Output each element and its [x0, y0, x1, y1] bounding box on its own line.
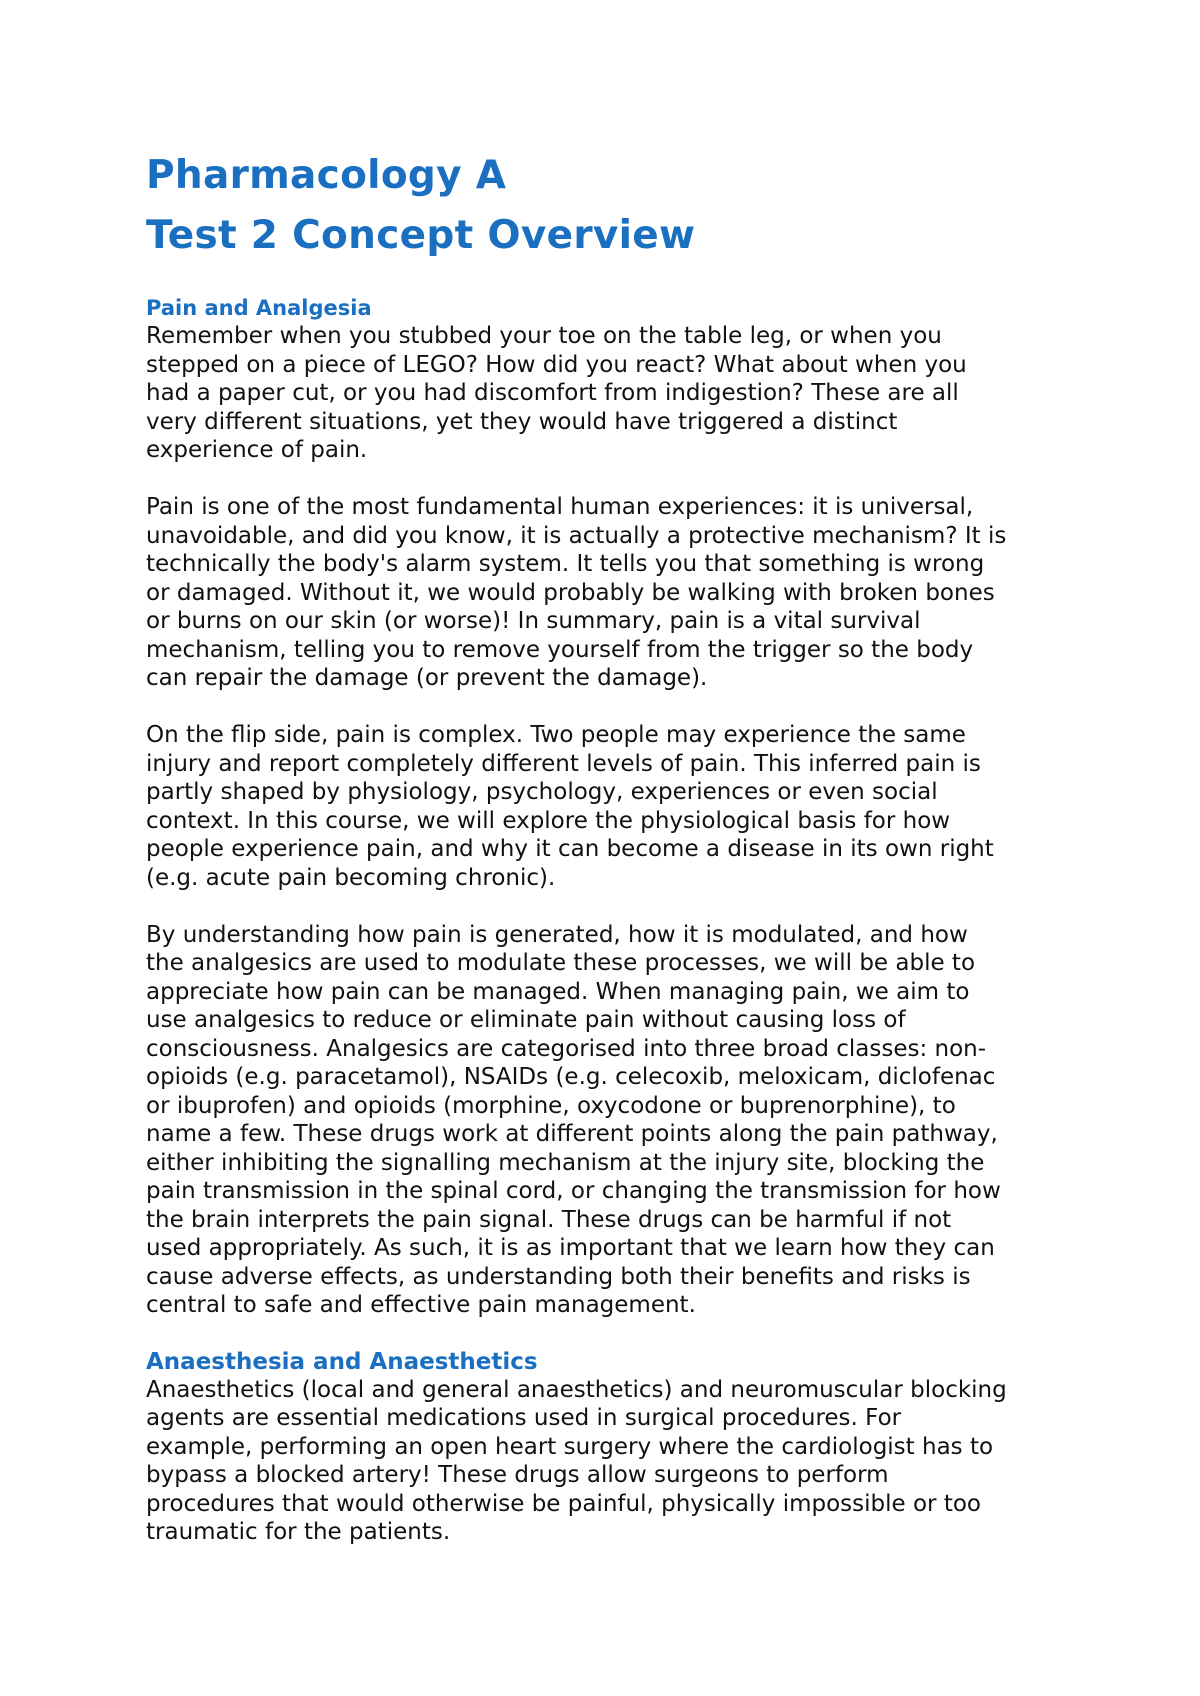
- text-line: appreciate how pain can be managed. When managing pain, we aim to: [146, 978, 970, 1005]
- text-line: technically the body's alarm system. It tells you that something is wrong: [146, 551, 985, 577]
- text-line: or ibuprofen) and opioids (morphine, oxycodone or buprenorphine), to: [146, 1092, 956, 1119]
- text-line: (e.g. acute pain becoming chronic).: [146, 864, 556, 891]
- text-line: On the flip side, pain is complex. Two people may experience the same: [146, 722, 966, 748]
- paragraph: [146, 322, 1076, 465]
- text-line: context. In this course, we will explore the physiological basis for how: [146, 807, 951, 834]
- paragraph: [146, 1376, 1076, 1547]
- section-heading-anaesthesia-and-anaesthetics: Anaesthesia and Anaesthetics: [146, 1348, 538, 1375]
- text-line: the analgesics are used to modulate these processes, we will be able to: [146, 950, 976, 976]
- section-heading-pain-and-analgesia: Pain and Analgesia: [146, 296, 372, 320]
- text-line: either inhibiting the signalling mechanism at the injury site, blocking the: [146, 1149, 985, 1176]
- text-line: By understanding how pain is generated, how it is modulated, and how: [146, 921, 968, 948]
- text-line: Anaesthetics (local and general anaesthetics) and neuromuscular blocking: [146, 1376, 1007, 1403]
- text-line: can repair the damage (or prevent the damage).: [146, 665, 708, 691]
- text-line: or damaged. Without it, we would probably be walking with broken bones: [146, 579, 995, 606]
- text-line: Remember when you stubbed your toe on the table leg, or when you: [146, 323, 942, 349]
- text-line: had a paper cut, or you had discomfort from indigestion? These are all: [146, 380, 959, 406]
- text-line: people experience pain, and why it can become a disease in its own right: [146, 836, 994, 862]
- text-line: central to safe and effective pain management.: [146, 1292, 696, 1318]
- text-line: pain transmission in the spinal cord, or changing the transmission for how: [146, 1178, 1001, 1204]
- document-content: [146, 146, 1076, 1547]
- text-line: partly shaped by physiology, psychology, experiences or even social: [146, 779, 938, 805]
- text-line: used appropriately. As such, it is as important that we learn how they can: [146, 1235, 995, 1261]
- text-line: procedures that would otherwise be painful, physically impossible or too: [146, 1490, 981, 1517]
- text-line: unavoidable, and did you know, it is actually a protective mechanism? It is: [146, 522, 1007, 549]
- text-line: name a few. These drugs work at different points along the pain pathway,: [146, 1121, 998, 1147]
- text-line: very different situations, yet they would have triggered a distinct: [146, 408, 898, 435]
- paragraph: [146, 921, 1076, 1320]
- text-line: the brain interprets the pain signal. These drugs can be harmful if not: [146, 1206, 952, 1233]
- text-line: use analgesics to reduce or eliminate pain without causing loss of: [146, 1007, 906, 1033]
- text-line: opioids (e.g. paracetamol), NSAIDs (e.g. celecoxib, meloxicam, diclofenac: [146, 1064, 996, 1090]
- text-line: mechanism, telling you to remove yourself from the trigger so the body: [146, 636, 974, 663]
- text-line: experience of pain.: [146, 437, 368, 463]
- text-line: cause adverse effects, as understanding both their benefits and risks is: [146, 1263, 971, 1290]
- text-line: traumatic for the patients.: [146, 1519, 451, 1545]
- text-line: Pain is one of the most fundamental human experiences: it is universal,: [146, 494, 974, 520]
- document-title: [146, 146, 1076, 266]
- text-line: injury and report completely different levels of pain. This inferred pain is: [146, 750, 981, 777]
- text-line: example, performing an open heart surgery where the cardiologist has to: [146, 1433, 994, 1460]
- title-line: Pharmacology A: [146, 153, 507, 198]
- text-line: stepped on a piece of LEGO? How did you react? What about when you: [146, 351, 967, 378]
- text-line: consciousness. Analgesics are categorised into three broad classes: non-: [146, 1035, 987, 1062]
- text-line: agents are essential medications used in surgical procedures. For: [146, 1405, 902, 1431]
- paragraph: [146, 721, 1076, 892]
- text-line: or burns on our skin (or worse)! In summary, pain is a vital survival: [146, 608, 921, 634]
- text-line: bypass a blocked artery! These drugs allow surgeons to perform: [146, 1462, 889, 1488]
- paragraph: [146, 493, 1076, 693]
- title-line: Test 2 Concept Overview: [146, 213, 696, 258]
